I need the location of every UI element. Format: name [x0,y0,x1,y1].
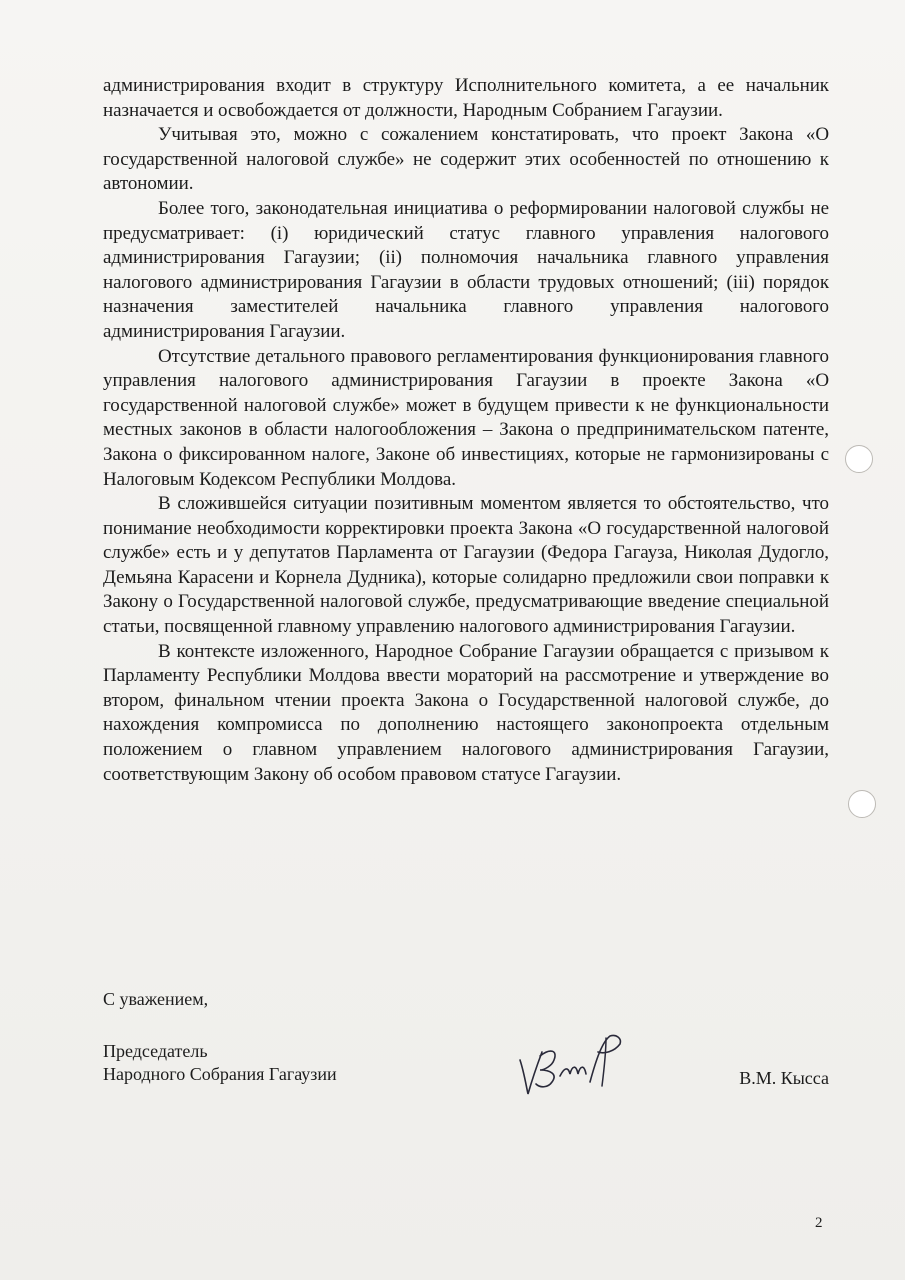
paragraph: Учитывая это, можно с сожалением констатировать, что проект Закона «О государственной налоговой службе» не содержит этих особенностей по отношению к автономии. [103,124,829,195]
page-number: 2 [815,1215,823,1231]
punch-hole-bottom [848,790,876,818]
signature-drawing [510,1030,640,1100]
paragraph: Более того, законодательная инициатива о реформировании налоговой службы не предусматривает: (i) юридический статус главного управления налогового администрирования Гагаузии; (ii) полномочия начальника главного управления налогового администрирования Гагаузии в области трудовых отношений; (iii) порядок назначения заместителей начальника главного управления налогового администрирования Гагаузии. [103,197,829,342]
paragraph: В контексте изложенного, Народное Собрание Гагаузии обращается с призывом к Парламенту Республики Молдова ввести мораторий на рассмотрение и утверждение во втором, финальном чтении проекта Закона о Государственной налоговой службе, до нахождения компромисса по дополнению настоящего законопроекта отдельным положением о главном управлением налогового администрирования Гагаузии, соответствующим Закону об особом правовом статусе Гагаузии. [103,640,829,785]
handwritten-signature [510,1030,640,1105]
signatory-title-line2: Народного Собрания Гагаузии [103,1064,337,1084]
punch-hole-top [845,445,873,473]
signatory-title-line1: Председатель [103,1041,208,1061]
paragraph: Отсутствие детального правового регламентирования функционирования главного управления налогового администрирования Гагаузии в проекте Закона «О государственной налоговой службе» может в будущем привести к не функциональности местных законов в области налогообложения – Закона о предпринимательском патенте, Закона о фиксированном налоге, Законе об инвестициях, которые не гармонизированы с Налоговым Кодексом Республики Молдова. [103,345,829,490]
paragraph: В сложившейся ситуации позитивным моментом является то обстоятельство, что понимание необходимости корректировки проекта Закона «О государственной налоговой службе» есть и у депутатов Парламента от Гагаузии (Федора Гагауза, Николая Дудогло, Демьяна Карасени и Корнела Дудника), которые солидарно предложили свои поправки к Закону о Государственной налоговой службе, предусматривающие введение специальной статьи, посвященной главному управлению налогового администрирования Гагаузии. [103,493,829,638]
signature-block [103,1040,829,1086]
closing-salutation: С уважением, [103,989,209,1009]
signatory-name: В.М. Кысса [739,1068,829,1088]
paragraph-continued: администрирования входит в структуру Исполнительного комитета, а ее начальник назначается и освобождается от должности, Народным Собранием Гагаузии. [103,75,829,121]
letter-body [103,74,829,787]
